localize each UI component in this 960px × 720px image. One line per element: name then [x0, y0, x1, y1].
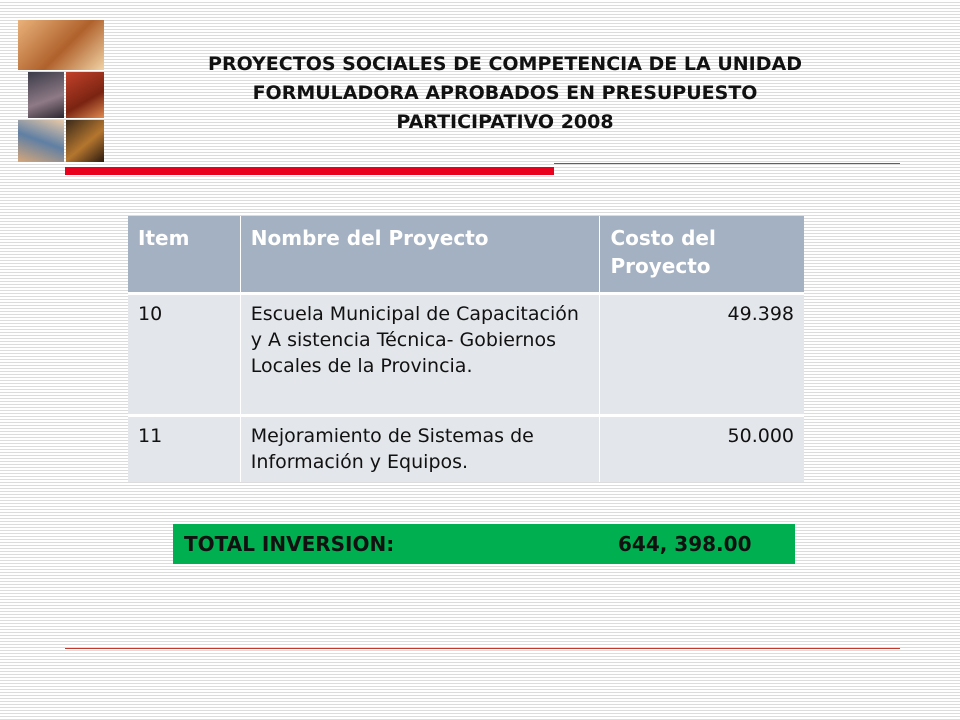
table-row — [128, 294, 804, 416]
cell-item: 11 — [128, 416, 240, 482]
cell-project-cost: 50.000 — [600, 416, 804, 482]
column-header-name: Nombre del Proyecto — [240, 216, 600, 294]
red-divider-bar — [65, 167, 554, 175]
table-row — [128, 416, 804, 482]
photo-child-distressed — [28, 72, 64, 118]
page-title — [110, 50, 900, 137]
cell-project-cost: 49.398 — [600, 294, 804, 416]
total-value: 644, 398.00 — [618, 532, 752, 556]
column-header-cost: Costo del Proyecto — [600, 216, 804, 294]
photo-children-reading — [18, 20, 104, 70]
total-investment-box — [173, 524, 795, 564]
photo-child-dark — [66, 120, 104, 162]
header-photo-collage — [18, 20, 104, 162]
title-line-3: PARTICIPATIVO 2008 — [396, 111, 614, 133]
photo-child-red-shirt — [66, 72, 104, 118]
photo-hands-globe — [18, 120, 64, 162]
table-header-row — [128, 216, 804, 294]
projects-table — [128, 216, 804, 482]
thin-divider-top — [554, 163, 900, 164]
thin-divider-bottom — [65, 648, 900, 649]
cell-project-name: Escuela Municipal de Capacitación y A sistencia Técnica- Gobiernos Locales de la Provincia. — [240, 294, 600, 416]
title-line-2: FORMULADORA APROBADOS EN PRESUPUESTO — [252, 82, 758, 104]
title-line-1: PROYECTOS SOCIALES DE COMPETENCIA DE LA UNIDAD — [208, 53, 802, 75]
cell-project-name: Mejoramiento de Sistemas de Información y Equipos. — [240, 416, 600, 482]
cell-item: 10 — [128, 294, 240, 416]
total-label: TOTAL INVERSION: — [184, 532, 395, 556]
column-header-item: Item — [128, 216, 240, 294]
